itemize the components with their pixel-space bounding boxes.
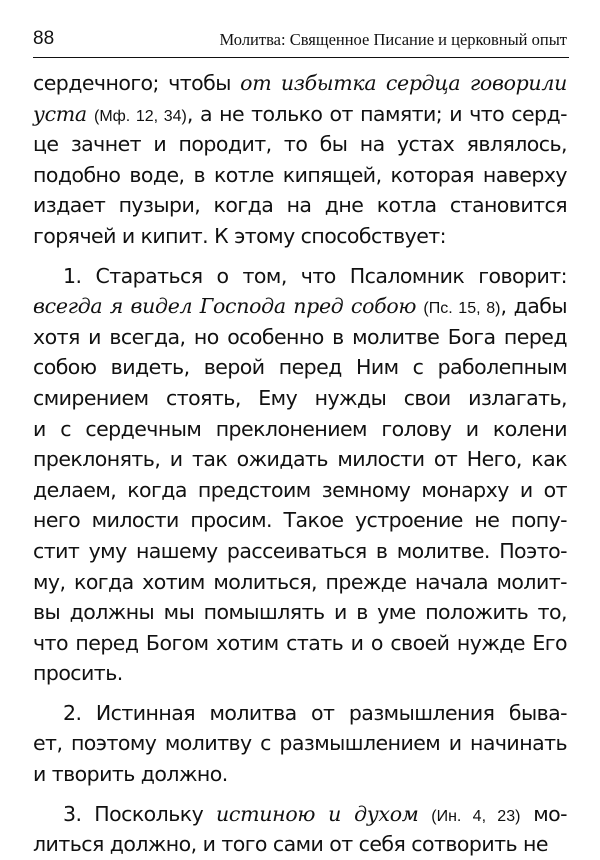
text-line	[33, 322, 567, 353]
text-line	[33, 658, 567, 689]
paragraph-gap	[33, 252, 567, 261]
text-run: что перед Богом хотим стать и о своей нужде Его	[33, 630, 567, 655]
text-line	[33, 383, 567, 414]
text-run: 2. Истинная молитва от размышления быва-	[63, 700, 567, 725]
text-line	[33, 68, 567, 99]
text-run: му, когда хотим молиться, прежде начала молит-	[33, 569, 567, 594]
text-line	[33, 829, 567, 860]
text-line	[33, 160, 567, 191]
text-line	[33, 628, 567, 659]
text-run: 3. Поскольку	[63, 801, 216, 826]
running-head: Молитва: Священное Писание и церковный опыт	[219, 30, 567, 49]
text-line	[33, 567, 567, 598]
paragraph	[33, 698, 567, 790]
italic-quote: всегда я видел Господа пред собою	[33, 294, 417, 319]
text-run: подобно воде, в котле кипящей, которая наверху	[33, 162, 567, 187]
italic-quote: уста	[33, 101, 87, 126]
page-header	[33, 28, 567, 52]
text-line	[33, 444, 567, 475]
text-run: издает пузыри, когда на дне котла становится	[33, 193, 567, 218]
text-run: собою видеть, верой перед Ним с раболепным	[33, 355, 567, 380]
text-run: мо-	[520, 801, 568, 826]
text-run: и с сердечным преклонением голову и колени	[33, 416, 567, 441]
text-run: хотя и всегда, но особенно в молитве Бога перед	[33, 324, 567, 349]
text-run: вы должны мы помышлять и в уме положить то,	[33, 600, 567, 625]
paragraph	[33, 799, 567, 860]
scripture-reference: (Пс. 15, 8)	[423, 300, 501, 318]
header-rule	[33, 57, 569, 58]
text-line	[33, 99, 567, 130]
italic-quote: от избытка сердца говорили	[240, 71, 567, 95]
text-line	[33, 291, 567, 322]
text-line	[33, 475, 567, 506]
text-line	[33, 597, 567, 628]
text-line	[33, 190, 567, 221]
scripture-reference: (Ин. 4, 23)	[431, 807, 521, 825]
text-line	[33, 698, 567, 729]
body-text	[33, 68, 567, 860]
text-run: ет, поэтому молитву с размышлением и начинать	[33, 731, 567, 756]
text-run: горячей и кипит. К этому способствует:	[33, 223, 447, 248]
italic-quote: истиною и духом	[216, 801, 419, 826]
text-run: 1. Стараться о том, что Псаломник говорит:	[63, 263, 567, 288]
text-run: преклонять, и так ожидать милости от Него, как	[33, 447, 567, 472]
text-line	[33, 221, 567, 252]
paragraph-gap	[33, 790, 567, 799]
text-run: це зачнет и породит, то бы на устах являлось,	[33, 132, 567, 157]
text-run: , а не только от памяти; и что серд-	[186, 101, 567, 126]
text-line	[33, 799, 567, 830]
text-run: и творить должно.	[33, 762, 228, 787]
text-run: , дабы	[500, 294, 567, 319]
paragraph	[33, 261, 567, 689]
paragraph-gap	[33, 689, 567, 698]
text-run: смирением стоять, Ему нужды свои излагать,	[33, 385, 567, 410]
text-run	[87, 102, 94, 126]
text-line	[33, 352, 567, 383]
text-line	[33, 261, 567, 292]
scripture-reference: (Мф. 12, 34)	[93, 107, 187, 125]
text-line	[33, 129, 567, 160]
text-run: литься должно, и того сами от себя сотворить не	[33, 832, 548, 857]
text-line	[33, 759, 567, 790]
text-run: просить.	[33, 661, 123, 686]
text-run: него милости просим. Такое устроение не попу-	[33, 508, 567, 533]
text-line	[33, 414, 567, 445]
page-number: 88	[33, 28, 55, 49]
text-run: стит уму нашему рассеиваться в молитве. Поэто-	[33, 538, 567, 563]
text-run: делаем, когда предстоим земному монарху и от	[33, 477, 567, 502]
text-line	[33, 505, 567, 536]
text-run	[418, 802, 431, 826]
text-line	[33, 536, 567, 567]
text-run: сердечного; чтобы	[33, 71, 241, 95]
paragraph	[33, 68, 567, 252]
text-line	[33, 728, 567, 759]
